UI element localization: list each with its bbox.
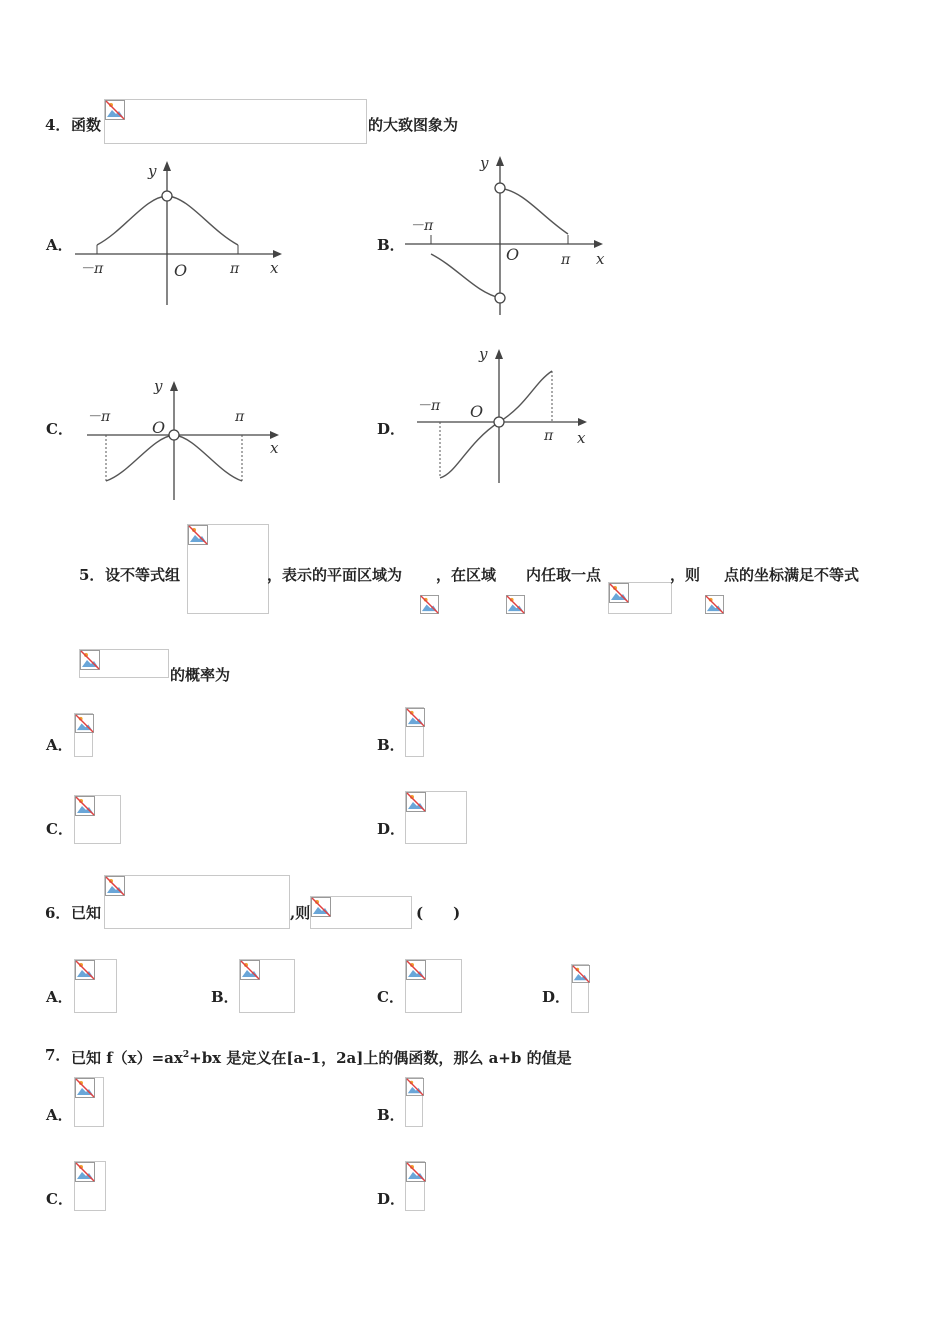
q5-option-a-label[interactable]: A． (46, 736, 73, 754)
q5-option-b-label[interactable]: B． (377, 736, 405, 754)
q5-option-a-image (74, 713, 93, 757)
q7-option-b-label[interactable]: B． (377, 1106, 405, 1124)
q6-option-a-label[interactable]: A． (46, 988, 73, 1006)
q5-text-4: 内任取一点 (526, 566, 602, 584)
q7-option-c-label[interactable]: C． (46, 1190, 73, 1208)
svg-text:O: O (506, 245, 520, 264)
q5-inequality-system-image (187, 524, 269, 614)
q4-option-c-label[interactable]: C． (46, 420, 73, 438)
q4-formula-image (104, 99, 367, 144)
svg-text:O: O (174, 261, 188, 280)
q6-option-b-label[interactable]: B． (211, 988, 239, 1006)
q6-answer-paren: ( ) (416, 904, 461, 922)
q7-option-c-image (74, 1161, 106, 1211)
svg-text:x: x (596, 250, 605, 268)
q5-region-image-2 (506, 595, 525, 614)
q5-text-5: ，则 (670, 566, 701, 584)
q4-option-d-label[interactable]: D． (377, 420, 406, 438)
svg-text:x: x (577, 429, 586, 447)
q7-option-b-image (405, 1077, 423, 1127)
q4-option-a-label[interactable]: A． (46, 236, 73, 254)
svg-text:x: x (270, 439, 279, 457)
q5-option-c-label[interactable]: C． (46, 820, 73, 838)
q6-option-b-image (239, 959, 295, 1013)
q7-option-a-image (74, 1077, 104, 1127)
q5-text-2: ，表示的平面区域为 (267, 566, 403, 584)
svg-text:x: x (270, 259, 279, 277)
q4-graph-a (70, 155, 290, 310)
q5-text-3: ，在区域 (436, 566, 497, 584)
q7-text: 已知 $f(x)=ax^2+bx$ 是定义在[a–1，2a]上的偶函数，那么 a+b 的值是 (71, 1049, 572, 1067)
q4-number: 4． (45, 116, 71, 134)
svg-text:O: O (152, 418, 166, 437)
svg-text:y: y (480, 154, 489, 172)
q6-option-a-image (74, 959, 117, 1013)
q6-middle: ,则 (290, 904, 311, 922)
q5-number: 5． (79, 566, 105, 584)
q6-option-c-image (405, 959, 462, 1013)
svg-text:π: π (235, 409, 245, 425)
q6-given-image (104, 875, 290, 929)
q6-option-d-image (571, 964, 589, 1013)
svg-text:－π: －π (417, 398, 441, 414)
q6-expression-image (310, 896, 412, 929)
q4-graph-c (82, 375, 292, 505)
q5-option-b-image (405, 707, 424, 757)
q5-option-c-image (74, 795, 121, 844)
svg-text:y: y (479, 345, 488, 363)
q5-option-d-label[interactable]: D． (377, 820, 406, 838)
q4-prefix: 函数 (71, 116, 102, 134)
q5-region-image-1 (420, 595, 439, 614)
q4-graph-d (412, 343, 602, 488)
svg-text:O: O (470, 402, 484, 421)
q7-option-d-label[interactable]: D． (377, 1190, 406, 1208)
q5-point-image (608, 582, 672, 614)
svg-text:－π: －π (410, 218, 434, 234)
q5-text-7: 的概率为 (170, 666, 231, 684)
q7-number: 7． (45, 1046, 71, 1064)
q5-text-6: 点的坐标满足不等式 (724, 566, 860, 584)
q6-number: 6． (45, 904, 71, 922)
q7-option-d-image (405, 1161, 425, 1211)
svg-text:y: y (154, 377, 163, 395)
svg-text:y: y (148, 162, 157, 180)
svg-text:π: π (561, 252, 571, 268)
svg-text:π: π (230, 261, 240, 277)
q4-graph-b (400, 150, 615, 320)
svg-text:－π: －π (87, 409, 111, 425)
q5-text-1: 设不等式组 (105, 566, 181, 584)
q6-option-d-label[interactable]: D． (542, 988, 571, 1006)
svg-text:π: π (544, 428, 554, 444)
q6-option-c-label[interactable]: C． (377, 988, 404, 1006)
q5-option-d-image (405, 791, 467, 844)
q4-option-b-label[interactable]: B． (377, 236, 405, 254)
q4-suffix: 的大致图象为 (368, 116, 459, 134)
q7-option-a-label[interactable]: A． (46, 1106, 73, 1124)
q5-condition-image (79, 649, 169, 678)
svg-text:－π: －π (80, 261, 104, 277)
q6-prefix: 已知 (71, 904, 102, 922)
q5-point-label-image (705, 595, 724, 614)
